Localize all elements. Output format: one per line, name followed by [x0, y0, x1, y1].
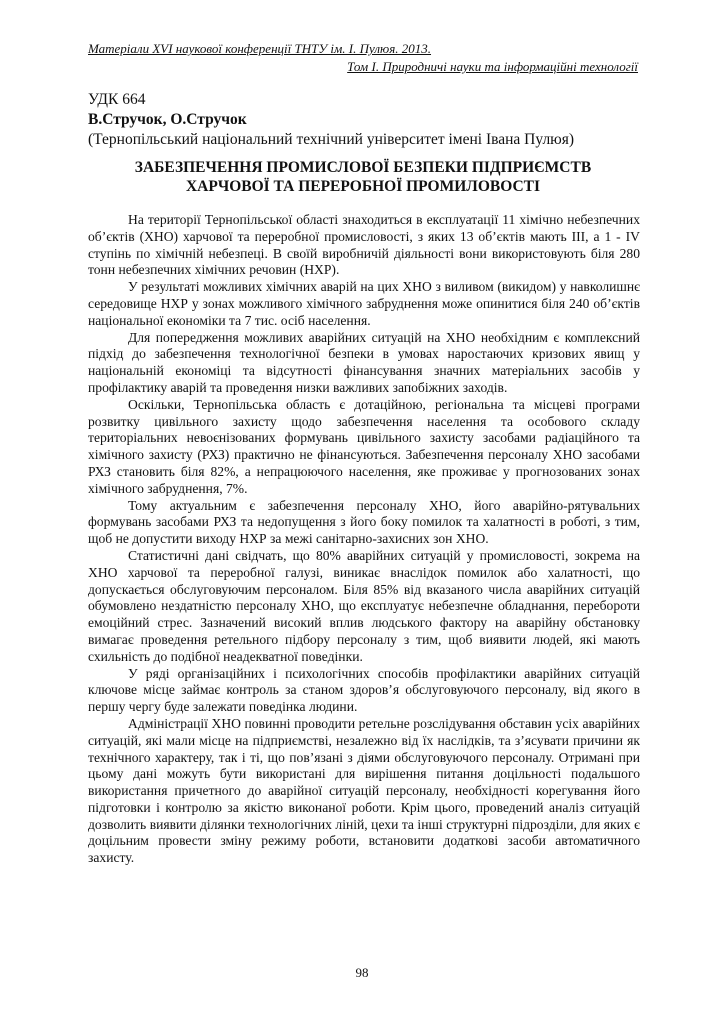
title-line-2: ХАРЧОВОЇ ТА ПЕРЕРОБНОЇ ПРОМИЛОВОСТІ — [185, 178, 541, 195]
paragraph: У ряді організаційних і психологічних способів профілактики аварійних ситуацій ключове місце займає контроль за станом здоров’я обслуговуючого персоналу, від якого в першу чергу буде залежати поведінка людини. — [88, 665, 640, 715]
page-number: 98 — [355, 965, 369, 980]
authors: В.Стручок, О.Стручок — [88, 111, 247, 128]
paragraph: Для попередження можливих аварійних ситуацій на ХНО необхідним є комплексний підхід до забезпечення технологічної безпеки в умовах наростаючих кризових явищ у національній економіці та відсутності фінансування значних матеріальних засобів у профілактику аварій та проведення низки важливих запобіжних заходів. — [88, 329, 640, 395]
title-line-1: ЗАБЕЗПЕЧЕННЯ ПРОМИСЛОВОЇ БЕЗПЕКИ ПІДПРИЄМСТВ — [134, 159, 592, 176]
article-meta — [88, 90, 648, 150]
affiliation: (Тернопільський національний технічний університет імені Івана Пулюя) — [88, 131, 575, 148]
article-body — [88, 212, 640, 867]
header-conference-line: Матеріали XVІ наукової конференції ТНТУ ім. І. Пулюя. 2013. — [88, 41, 432, 56]
article-title — [88, 158, 638, 196]
paragraph: Тому актуальним є забезпечення персоналу ХНО, його аварійно-рятувальних формувань засобами РХЗ та недопущення з його боку помилок та халатності в роботі, з тим, щоб не допустити виходу НХР за межі санітарно-захисних зон ХНО. — [88, 497, 640, 547]
paragraph: У результаті можливих хімічних аварій на цих ХНО з виливом (викидом) у навколишнє середовище НХР у зонах можливого хімічного забруднення може опинитися біля 240 об’єктів національної економіки та 7 тис. осіб населення. — [88, 279, 640, 328]
paragraph: Статистичні дані свідчать, що 80% аварійних ситуацій у промисловості, зокрема на ХНО харчової та переробної галузі, виникає внаслідок помилок або халатності, що допускається обслуговуючим персоналом. Біля 85% від вказаного числа аварійних ситуацій обумовлено нездатністю персоналу ХНО, що експлуатує небезпечне обладнання, перебороти емоційний стрес. Зазначений високий вплив людського фактору на аварійну обстановку вимагає проведення ретельного підбору персоналу з тим, щоб виявити людей, які мають схильність до подібної неадекватної поведінки. — [88, 547, 640, 664]
header-volume-line: Том І. Природничі науки та інформаційні технології — [347, 59, 638, 74]
paragraph: На території Тернопільської області знаходиться в експлуатації 11 хімічно небезпечних об’єктів (ХНО) харчової та переробної промисловості, з яких 13 об’єктів мають ІІІ, а 1 - ІV ступінь по хімічній небезпеці. В своїй виробничій діяльності вони використовують біля 280 тонн небезпечних хімічних речовин (НХР). — [88, 212, 640, 278]
udk-code: УДК 664 — [88, 91, 146, 108]
running-header — [88, 40, 638, 76]
paragraph: Адміністрації ХНО повинні проводити ретельне розслідування обставин усіх аварійних ситуацій, які мали місце на підприємстві, незалежно від їх наслідків, та з’ясувати причини як технічного характеру, так і ті, що пов’язані з діями обслуговуючого персоналу. Отримані при цьому дані можуть бути використані для вирішення питання доцільності подальшого використання причетного до аварійної ситуацій персоналу, необхідності корегування його підготовки і контролю за якістю виконаної роботи. Крім цього, проведений аналіз ситуацій дозволить виявити ділянки технологічних ліній, цехи та інші структурні підрозділи, для яких є доцільним провести зміну режиму роботи, встановити додаткові засоби автоматичного захисту. — [88, 715, 640, 866]
paragraph: Оскільки, Тернопільська область є дотаційною, регіональна та місцеві програми розвитку цивільного захисту щодо забезпечення населення та особового складу територіальних невоєнізованих формувань цивільного захисту засобами радіаційного та хімічного захисту (РХЗ) практично не фінансуються. Забезпечення персоналу ХНО засобами РХЗ становить біля 82%, а непрацюючого населення, яке проживає у прогнозованих зонах хімічного забруднення, 7%. — [88, 396, 640, 496]
